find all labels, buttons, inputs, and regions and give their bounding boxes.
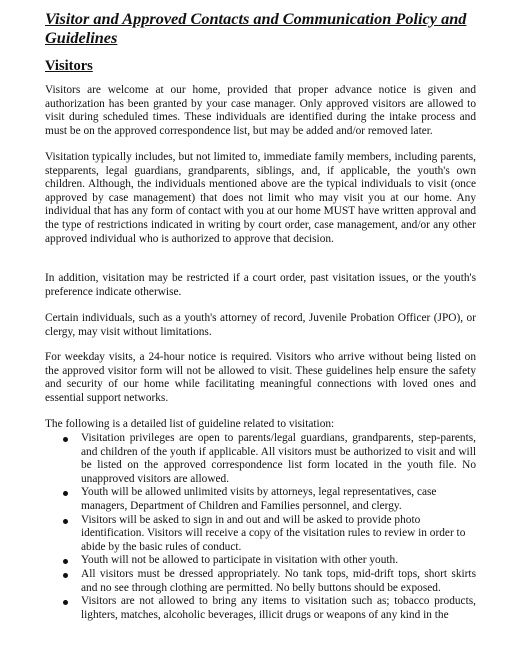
list-item-text: Visitors are not allowed to bring any items to visitation such as; tobacco products, lighters, matches, alcoholic beverages, illicit drugs or weapons of any kind in the	[81, 595, 476, 621]
list-item-text: Youth will not be allowed to participate in visitation with other youth.	[81, 554, 399, 567]
list-item	[45, 514, 476, 555]
guidelines-list	[45, 432, 476, 622]
bullet-icon	[63, 491, 68, 496]
list-item-text: Visitation privileges are open to parents/legal guardians, grandparents, step-parents, and children of the youth if applicable. All visitors must be authorized to visit and will be listed on the approved correspondence list form located in the youth file. No unapproved visitors are allowed.	[81, 432, 476, 485]
document-title: Visitor and Approved Contacts and Communication Policy and Guidelines	[45, 9, 467, 47]
list-item	[45, 554, 476, 568]
paragraph-weekday-visits: For weekday visits, a 24-hour notice is required. Visitors who arrive without being listed on the approved visitor form will not be allowed to visit. These guidelines help ensure the safety and security of our home while facilitating meaningful connections with loved ones and essential support networks.	[45, 351, 476, 404]
list-item	[45, 432, 476, 486]
list-item	[45, 595, 476, 622]
paragraph-restrictions: In addition, visitation may be restricted if a court order, past visitation issues, or the youth's preference indicate otherwise.	[45, 272, 476, 298]
bullet-icon	[63, 559, 68, 564]
list-item	[45, 486, 476, 513]
paragraph-welcome: Visitors are welcome at our home, provided that proper advance notice is given and authorization has been granted by your case manager. Only approved visitors are allowed to visit during scheduled times. These individuals are identified during the intake process and must be on the approved correspondence list, but may be added and/or removed later.	[45, 84, 476, 137]
list-item-text: Visitors will be asked to sign in and out and will be asked to provide photo identification. Visitors will receive a copy of the visitation rules to review in order to abide by the basic rules of conduct.	[81, 513, 466, 553]
bullet-icon	[63, 519, 68, 524]
list-item-text: All visitors must be dressed appropriately. No tank tops, mid-drift tops, short skirts and no see through clothing are permitted. No belly buttons should be exposed.	[81, 567, 476, 594]
bullet-icon	[63, 573, 68, 578]
list-item	[45, 568, 476, 595]
bullet-icon	[63, 437, 68, 442]
paragraph-list-intro: The following is a detailed list of guideline related to visitation:	[45, 418, 335, 430]
list-item-text: Youth will be allowed unlimited visits by attorneys, legal representatives, case managers, Department of Children and Families personnel, and clergy.	[81, 486, 437, 512]
paragraph-visitation-typically: Visitation typically includes, but not limited to, immediate family members, including parents, stepparents, legal guardians, grandparents, siblings, and, if applicable, the youth's own children. Although, the individuals mentioned above are the typical individuals to visit (once approved by case management) that does not limit who may visit you at our home. Any individual that has any form of contact with you at our home MUST have written approval and the type of restrictions indicated in writing by court order, case management, and/or any other approved individual who is authorized to approve that decision.	[45, 151, 476, 245]
section-heading-visitors: Visitors	[45, 58, 93, 74]
paragraph-certain-individuals: Certain individuals, such as a youth's attorney of record, Juvenile Probation Officer (JPO), or clergy, may visit without limitations.	[45, 312, 476, 338]
bullet-icon	[63, 600, 68, 605]
